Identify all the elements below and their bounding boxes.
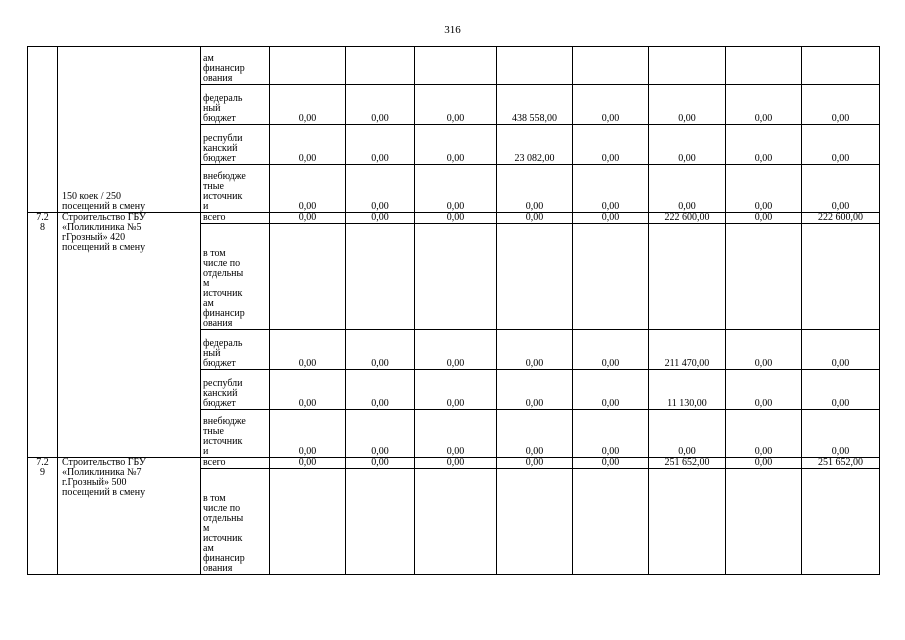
amount-cell — [346, 224, 415, 330]
amount-cell — [573, 47, 649, 85]
amount-cell: 0,00 — [726, 125, 802, 165]
funding-source: в том числе по отдельны м источник ам финансир ования — [201, 469, 270, 575]
item-name: Строительство ГБУ «Поликлиника №5 гГрозный» 420 посещений в смену — [58, 213, 201, 458]
amount-cell: 0,00 — [497, 213, 573, 224]
amount-cell: 0,00 — [573, 85, 649, 125]
amount-cell — [802, 469, 880, 575]
amount-cell: 0,00 — [573, 458, 649, 469]
amount-cell: 0,00 — [802, 370, 880, 410]
amount-cell — [346, 469, 415, 575]
amount-cell: 0,00 — [415, 125, 497, 165]
item-code — [28, 47, 58, 213]
amount-cell: 0,00 — [802, 85, 880, 125]
amount-cell: 0,00 — [802, 330, 880, 370]
amount-cell: 0,00 — [415, 458, 497, 469]
amount-cell: 0,00 — [270, 370, 346, 410]
amount-cell — [726, 469, 802, 575]
amount-cell — [270, 47, 346, 85]
funding-source: в том числе по отдельны м источник ам финансир ования — [201, 224, 270, 330]
amount-cell: 0,00 — [415, 165, 497, 213]
amount-cell: 0,00 — [346, 213, 415, 224]
amount-cell: 0,00 — [726, 213, 802, 224]
funding-source: всего — [201, 458, 270, 469]
amount-cell: 0,00 — [726, 85, 802, 125]
amount-cell — [497, 469, 573, 575]
amount-cell: 0,00 — [573, 125, 649, 165]
funding-source: республи канский бюджет — [201, 370, 270, 410]
amount-cell: 0,00 — [573, 330, 649, 370]
amount-cell — [649, 47, 726, 85]
amount-cell — [573, 224, 649, 330]
amount-cell: 0,00 — [497, 458, 573, 469]
amount-cell — [726, 224, 802, 330]
amount-cell: 251 652,00 — [802, 458, 880, 469]
amount-cell — [497, 224, 573, 330]
amount-cell: 0,00 — [346, 370, 415, 410]
amount-cell: 0,00 — [415, 410, 497, 458]
item-code: 7.2 8 — [28, 213, 58, 458]
amount-cell: 0,00 — [346, 165, 415, 213]
amount-cell — [415, 47, 497, 85]
amount-cell — [649, 469, 726, 575]
amount-cell: 11 130,00 — [649, 370, 726, 410]
amount-cell — [270, 224, 346, 330]
table-row — [28, 213, 880, 224]
amount-cell: 0,00 — [573, 370, 649, 410]
amount-cell: 0,00 — [573, 410, 649, 458]
item-name: Строительство ГБУ «Поликлиника №7 г.Грозный» 500 посещений в смену — [58, 458, 201, 575]
amount-cell: 0,00 — [726, 330, 802, 370]
amount-cell: 0,00 — [415, 213, 497, 224]
amount-cell: 0,00 — [346, 458, 415, 469]
amount-cell: 0,00 — [573, 213, 649, 224]
amount-cell: 0,00 — [270, 125, 346, 165]
amount-cell: 0,00 — [802, 410, 880, 458]
amount-cell: 0,00 — [497, 330, 573, 370]
table-row — [28, 47, 880, 85]
funding-source: ам финансир ования — [201, 47, 270, 85]
amount-cell: 0,00 — [270, 165, 346, 213]
amount-cell — [726, 47, 802, 85]
amount-cell: 0,00 — [415, 85, 497, 125]
funding-source: республи канский бюджет — [201, 125, 270, 165]
amount-cell: 0,00 — [270, 85, 346, 125]
amount-cell: 0,00 — [726, 458, 802, 469]
amount-cell: 0,00 — [270, 213, 346, 224]
amount-cell: 0,00 — [649, 165, 726, 213]
amount-cell: 0,00 — [497, 370, 573, 410]
amount-cell: 222 600,00 — [802, 213, 880, 224]
amount-cell: 0,00 — [649, 85, 726, 125]
amount-cell — [649, 224, 726, 330]
amount-cell: 438 558,00 — [497, 85, 573, 125]
amount-cell — [802, 224, 880, 330]
amount-cell — [573, 469, 649, 575]
amount-cell: 0,00 — [726, 370, 802, 410]
amount-cell: 0,00 — [346, 410, 415, 458]
amount-cell: 0,00 — [649, 410, 726, 458]
funding-source: всего — [201, 213, 270, 224]
funding-source: федераль ный бюджет — [201, 85, 270, 125]
funding-source: внебюдже тные источник и — [201, 410, 270, 458]
item-name: 150 коек / 250 посещений в смену — [58, 47, 201, 213]
budget-table — [27, 46, 880, 575]
amount-cell: 0,00 — [649, 125, 726, 165]
amount-cell: 0,00 — [802, 125, 880, 165]
amount-cell — [415, 224, 497, 330]
amount-cell: 23 082,00 — [497, 125, 573, 165]
amount-cell: 0,00 — [726, 165, 802, 213]
amount-cell: 0,00 — [270, 458, 346, 469]
amount-cell: 0,00 — [270, 330, 346, 370]
item-code: 7.2 9 — [28, 458, 58, 575]
amount-cell — [415, 469, 497, 575]
amount-cell: 211 470,00 — [649, 330, 726, 370]
amount-cell — [346, 47, 415, 85]
amount-cell: 0,00 — [346, 330, 415, 370]
page-number: 316 — [444, 24, 461, 36]
table-row — [28, 458, 880, 469]
amount-cell: 0,00 — [415, 330, 497, 370]
amount-cell: 0,00 — [270, 410, 346, 458]
funding-source: федераль ный бюджет — [201, 330, 270, 370]
amount-cell: 0,00 — [346, 85, 415, 125]
amount-cell: 0,00 — [497, 165, 573, 213]
amount-cell — [497, 47, 573, 85]
amount-cell: 251 652,00 — [649, 458, 726, 469]
amount-cell: 0,00 — [497, 410, 573, 458]
amount-cell: 0,00 — [346, 125, 415, 165]
funding-source: внебюдже тные источник и — [201, 165, 270, 213]
amount-cell — [802, 47, 880, 85]
amount-cell: 0,00 — [573, 165, 649, 213]
amount-cell: 0,00 — [802, 165, 880, 213]
amount-cell — [270, 469, 346, 575]
amount-cell: 0,00 — [415, 370, 497, 410]
amount-cell: 0,00 — [726, 410, 802, 458]
amount-cell: 222 600,00 — [649, 213, 726, 224]
